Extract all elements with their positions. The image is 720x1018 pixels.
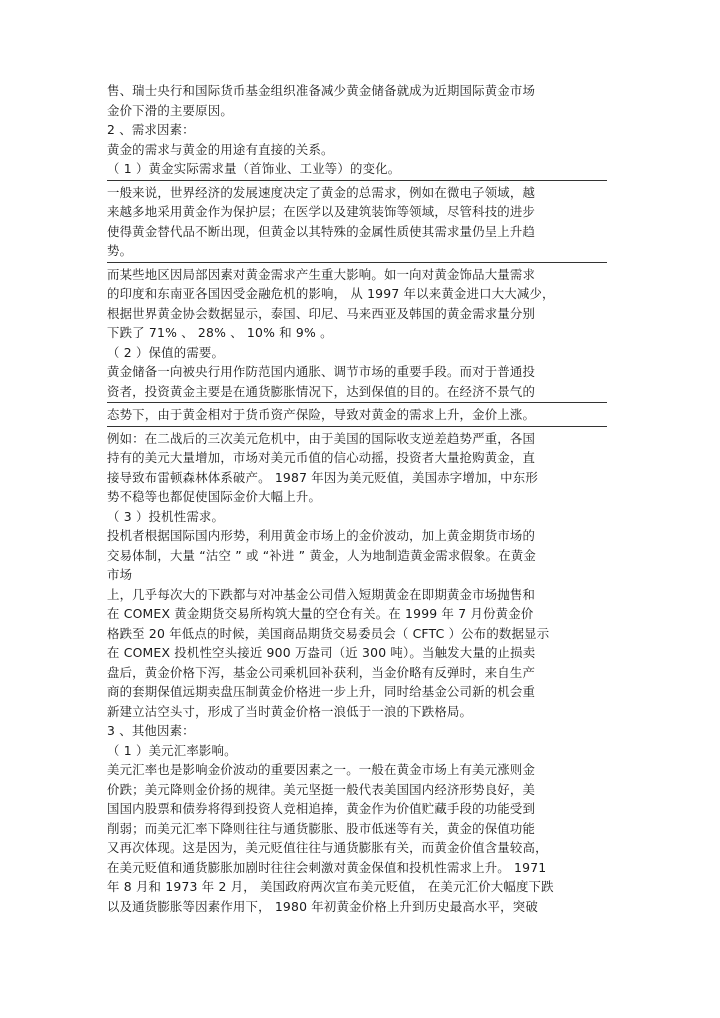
text-line: 美元汇率也是影响金价波动的重要因素之一。一般在黄金市场上有美元涨则金 bbox=[107, 762, 536, 777]
text-line: 投机者根据国际国内形势，利用黄金市场上的金价波动，加上黄金期货市场的 bbox=[107, 528, 536, 543]
text-line: 在美元贬值和通货膨胀加剧时往往会刺激对黄金保值和投机性需求上升。 1971 bbox=[107, 859, 547, 875]
text-line: 黄金的需求与黄金的用途有直接的关系。 bbox=[107, 141, 334, 157]
text-line: 国国内股票和债券将得到投资人竞相追捧，黄金作为价值贮藏手段的功能受到 bbox=[107, 801, 536, 816]
text-line: 在 COMEX 黄金期货交易所构筑大量的空仓有关。在 1999 年 7 月份黄金价 bbox=[107, 606, 534, 621]
text-line: 持有的美元大量增加，市场对美元币值的信心动摇，投资者大量抢购黄金，直 bbox=[107, 450, 536, 465]
subsection-heading: （ 1 ）黄金实际需求量（首饰业、工业等）的变化。 bbox=[107, 161, 401, 176]
text-line: 根据世界黄金协会数据显示，泰国、印尼、马来西亚及韩国的黄金需求量分别 bbox=[107, 305, 536, 321]
text-line: 的印度和东南亚各国因受金融危机的影响， 从 1997 年以来黄金进口大大减少， bbox=[107, 286, 555, 301]
text-line: 一般来说，世界经济的发展速度决定了黄金的总需求，例如在微电子领域，越 bbox=[107, 184, 536, 200]
text-line: 年 8 月和 1973 年 2 月， 美国政府两次宣布美元贬值， 在美元汇价大幅度下跌 bbox=[107, 879, 554, 894]
divider bbox=[107, 426, 607, 427]
document-page bbox=[107, 81, 607, 916]
text-line: 势。 bbox=[107, 243, 133, 258]
text-line: 在 COMEX 投机性空头接近 900 万盎司（近 300 吨）。当触发大量的止损卖 bbox=[107, 645, 536, 660]
subsection-heading: （ 1 ）美元汇率影响。 bbox=[107, 742, 237, 758]
text-line: 商的套期保值远期卖盘压制黄金价格进一步上升，同时给基金公司新的机会重 bbox=[107, 684, 536, 699]
section-heading: 3 、其他因素： bbox=[107, 723, 195, 738]
text-line: 资者，投资黄金主要是在通货膨胀情况下，达到保值的目的。在经济不景气的 bbox=[107, 383, 536, 399]
text-line: 使得黄金替代品不断出现，但黄金以其特殊的金属性质使其需求量仍呈上升趋 bbox=[107, 223, 536, 239]
text-line: 势不稳等也都促使国际金价大幅上升。 bbox=[107, 489, 322, 504]
text-line: 交易体制，大量 “沽空 ” 或 “补进 ” 黄金，人为地制造黄金需求假象。在黄金 bbox=[107, 547, 537, 563]
text-line: 新建立沽空头寸，形成了当时黄金价格一浪低于一浪的下跌格局。 bbox=[107, 703, 473, 719]
section-heading: 2 、需求因素： bbox=[107, 122, 195, 137]
text-line: 市场 bbox=[107, 567, 133, 582]
text-line: 盘后，黄金价格下泻，基金公司乘机回补获利，当金价略有反弹时，来自生产 bbox=[107, 664, 536, 680]
text-line: 黄金储备一向被央行用作防范国内通胀、调节市场的重要手段。而对于普通投 bbox=[107, 364, 536, 379]
text-line: 态势下，由于黄金相对于货币资产保险，导致对黄金的需求上升，金价上涨。 bbox=[107, 407, 536, 422]
text-line: 削弱；而美元汇率下降则往往与通货膨胀、股市低迷等有关，黄金的保值功能 bbox=[107, 820, 536, 836]
text-line: 价跌；美元降则金价扬的规律。美元坚挺一般代表美国国内经济形势良好，美 bbox=[107, 781, 536, 797]
subsection-heading: （ 2 ）保值的需要。 bbox=[107, 344, 225, 360]
divider bbox=[107, 402, 607, 403]
text-line: 接导致布雷顿森林体系破产。 1987 年因为美元贬值，美国赤字增加，中东形 bbox=[107, 469, 538, 485]
text-line: 以及通货膨胀等因素作用下， 1980 年初黄金价格上升到历史最高水平，突破 bbox=[107, 898, 538, 914]
text-line: 上，几乎每次大的下跌都与对冲基金公司借入短期黄金在即期黄金市场抛售和 bbox=[107, 586, 536, 602]
text-line: 下跌了 71% 、 28% 、 10% 和 9% 。 bbox=[107, 325, 333, 340]
text-line: 金价下滑的主要原因。 bbox=[107, 102, 233, 118]
text-line: 例如：在二战后的三次美元危机中，由于美国的国际收支逆差趋势严重，各国 bbox=[107, 430, 536, 446]
text-line: 又再次体现。这是因为，美元贬值往往与通货膨胀有关，而黄金价值含量较高， bbox=[107, 840, 548, 855]
text-line: 来越多地采用黄金作为保护层；在医学以及建筑装饰等领域，尽管科技的进步 bbox=[107, 204, 536, 219]
text-line: 而某些地区因局部因素对黄金需求产生重大影响。如一向对黄金饰品大量需求 bbox=[107, 266, 536, 282]
divider bbox=[107, 180, 607, 181]
text-line: 格跌至 20 年低点的时候，美国商品期货交易委员会（ CFTC ）公布的数据显示 bbox=[107, 625, 550, 641]
divider bbox=[107, 262, 607, 263]
text-line: 售、瑞士央行和国际货币基金组织准备减少黄金储备就成为近期国际黄金市场 bbox=[107, 83, 536, 98]
subsection-heading: （ 3 ）投机性需求。 bbox=[107, 508, 225, 524]
